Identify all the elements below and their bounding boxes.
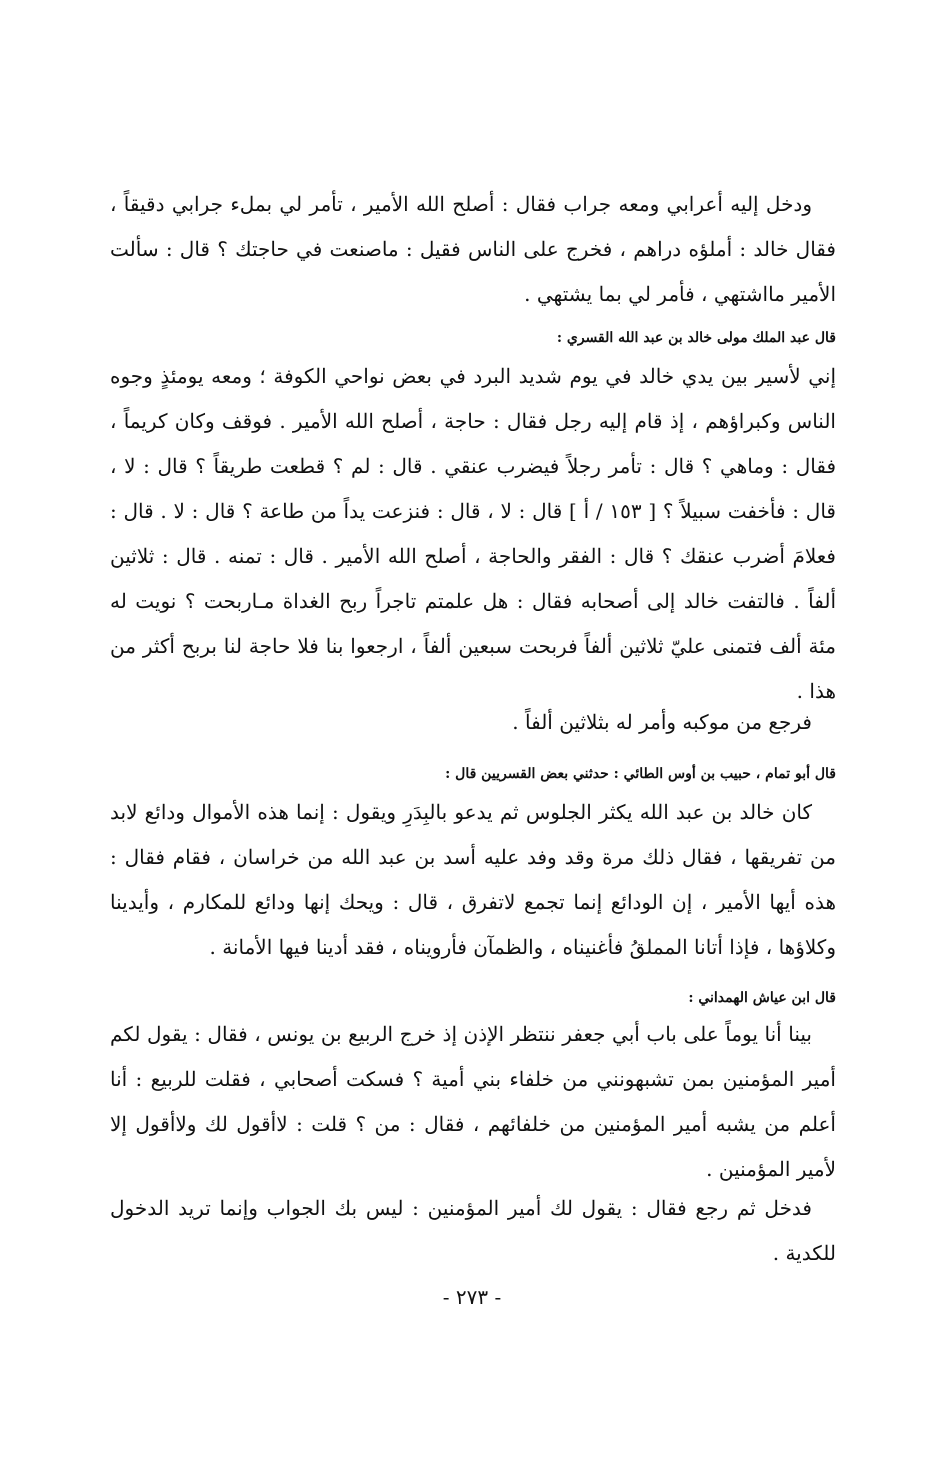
paragraph-man-asking-death: إني لأسير بين يدي خالد في يوم شديد البرد في بعض نواحي الكوفة ؛ ومعه يومئذٍ وجوه الناس وكبراؤهم ، إذ قام إليه رجل فقال : حاجة ، أصلح الله الأمير . فوقف وكان كريماً ، فقال : وماهي ؟ قال : تأمر رجلاً فيضرب عنقي . قال : لم ؟ قطعت طريقاً ؟ قال : لا ، قال : فأخفت سبيلاً ؟ [ ١٥٣ / أ ] قال : لا ، قال : فنزعت يداً من طاعة ؟ قال : لا . قال : فعلامَ أضرب عنقك ؟ قال : الفقر والحاجة ، أصلح الله الأمير . قال : تمنه . قال : ثلاثين ألفاً . فالتفت خالد إلى أصحابه فقال : هل علمتم تاجراً ربح الغداة مـاربحت ؟ نويت له مئة ألف فتمنى عليّ ثلاثين ألفاً فربحت سبعين ألفاً ، ارجعوا بنا فلا حاجة لنا بربح أكثر من هذا . [110,364,836,703]
paragraph-returned-from-procession: فرجع من موكبه وأمر له بثلاثين ألفاً . [512,710,812,734]
section-heading-ibn-ayyash: قال ابن عياش الهمداني : [688,990,836,1006]
paragraph-caliph-resemblance: بينا أنا يوماً على باب أبي جعفر ننتظر الإذن إذ خرج الربيع بن يونس ، فقال : يقول لكم أمير المؤمنين بمن تشبهونني من خلفاء بني أمية ؟ فسكت أصحابي ، فقلت للربيع : أنا أعلم من يشبه أمير المؤمنين من خلفائهم ، فقال : من ؟ قلت : لاأقول لك ولاأقول إلا لأمير المؤمنين . [110,1022,836,1181]
page-number: - ٢٧٣ - [442,1285,502,1309]
paragraph-final-reply: فدخل ثم رجع فقال : يقول لك أمير المؤمنين : ليس بك الجواب وإنما تريد الدخول للكدية . [110,1196,836,1265]
paragraph-deposits-of-wealth: كان خالد بن عبد الله يكثر الجلوس ثم يدعو بالبِدَرِ ويقول : إنما هذه الأموال ودائع لابد من تفريقها ، فقال ذلك مرة وقد وفد عليه أسد بن عبد الله من خراسان ، فقام فقال : هذه أيها الأمير ، إن الودائع إنما تجمع لاتفرق ، قال : ويحك إنها ودائع للمكارم ، وأيدينا وكلاؤها ، فإذا أتانا المملقُ فأغنيناه ، والظمآن فأرويناه ، فقد أدينا فيها الأمانة . [110,800,837,959]
section-heading-abd-al-malik: قال عبد الملك مولى خالد بن عبد الله القسري : [556,330,836,346]
paragraph-bedouin-bag: ودخل إليه أعرابي ومعه جراب فقال : أصلح الله الأمير ، تأمر لي بملء جرابي دقيقاً ، فقال خالد : أملؤه دراهم ، فخرج على الناس فقيل : ماصنعت في حاجتك ؟ قال : سألت الأمير مااشتهي ، فأمر لي بما يشتهي . [110,192,836,306]
section-heading-abu-tammam: قال أبو تمام ، حبيب بن أوس الطائي : حدثني بعض القسريين قال : [445,766,836,782]
